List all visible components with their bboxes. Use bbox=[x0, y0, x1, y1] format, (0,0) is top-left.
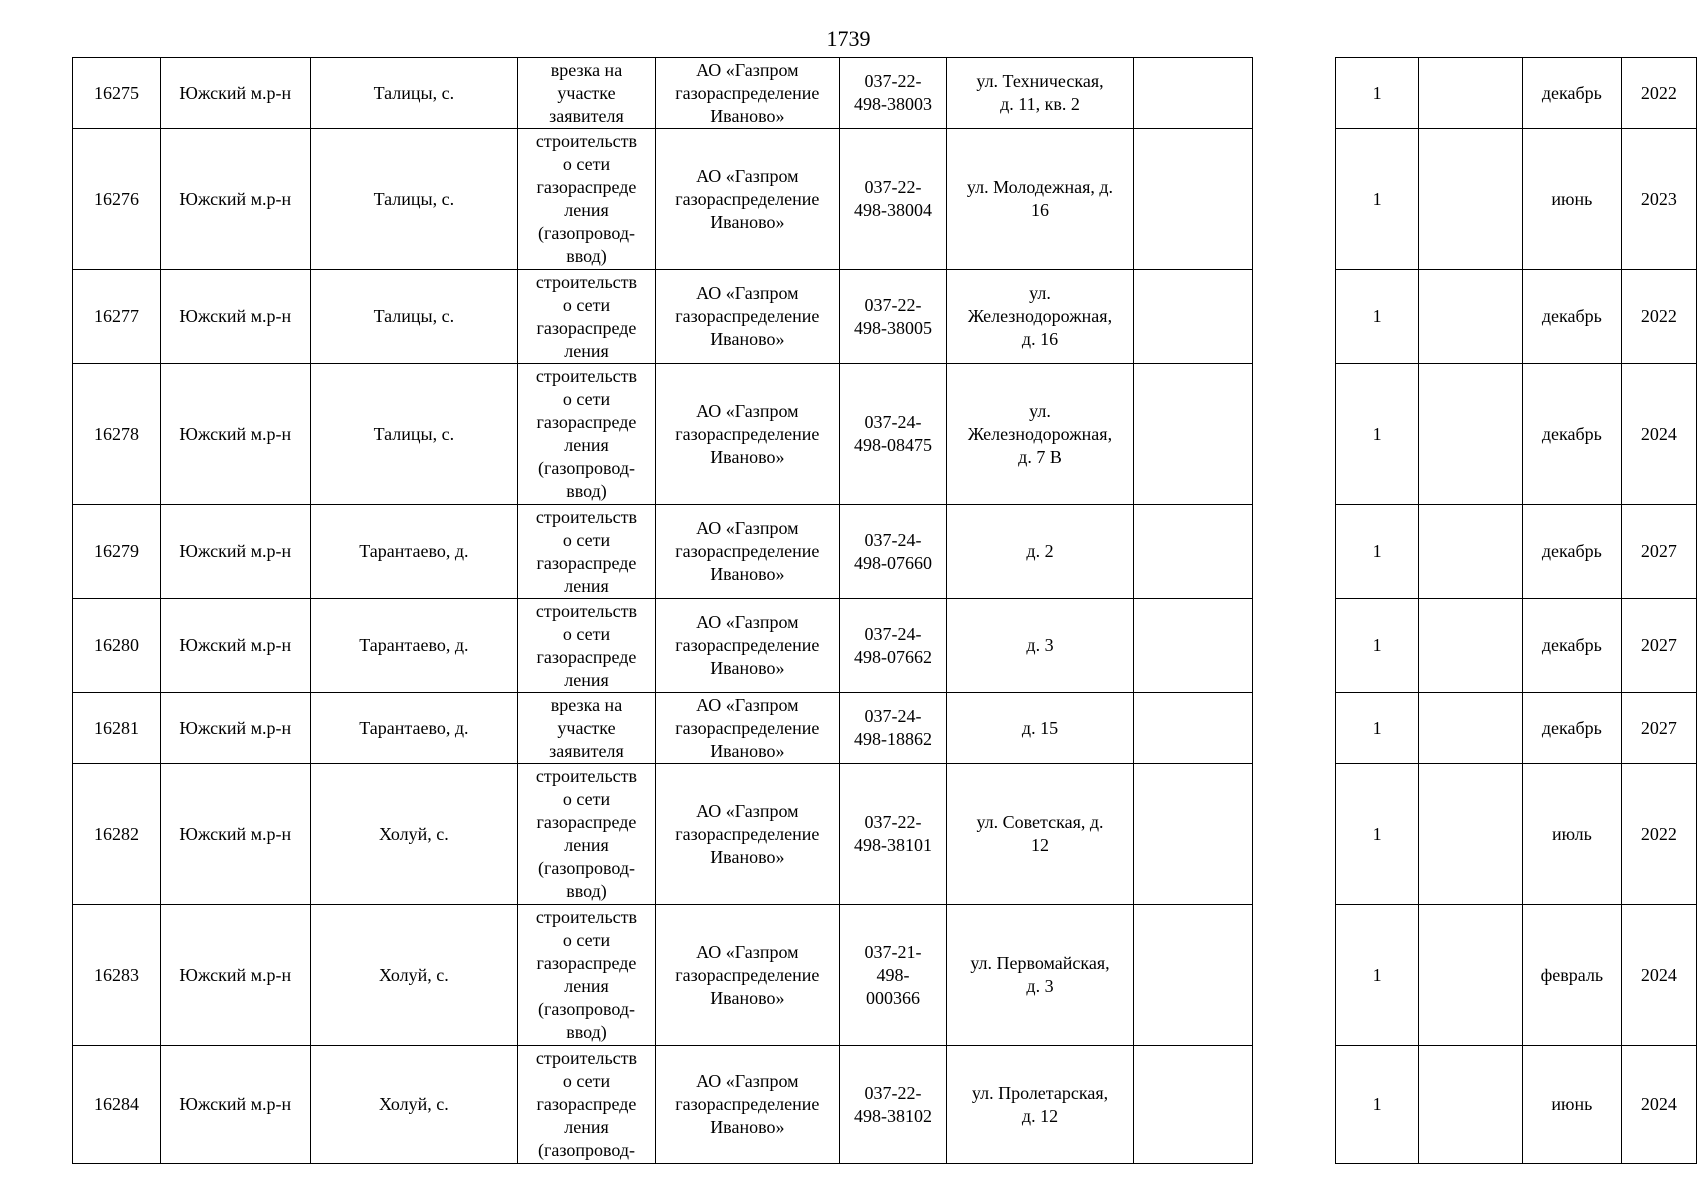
blank-cell bbox=[1419, 599, 1523, 693]
blank-cell bbox=[1419, 693, 1523, 764]
column-gap bbox=[1253, 905, 1336, 1046]
organization-cell: АО «Газпром газораспределение Иваново» bbox=[655, 764, 839, 905]
empty-cell bbox=[1133, 129, 1252, 270]
quantity-cell: 1 bbox=[1336, 905, 1419, 1046]
quantity-cell: 1 bbox=[1336, 364, 1419, 505]
month-cell: декабрь bbox=[1523, 505, 1622, 599]
table-row bbox=[73, 693, 1697, 764]
row-number-cell: 16275 bbox=[73, 58, 161, 129]
table-row bbox=[73, 1046, 1697, 1164]
empty-cell bbox=[1133, 905, 1252, 1046]
district-cell: Южский м.р-н bbox=[160, 599, 310, 693]
application-code-cell: 037-22- 498-38003 bbox=[839, 58, 946, 129]
locality-cell: Талицы, с. bbox=[310, 364, 518, 505]
table-row bbox=[73, 270, 1697, 364]
table-row bbox=[73, 764, 1697, 905]
year-cell: 2024 bbox=[1621, 364, 1696, 505]
quantity-cell: 1 bbox=[1336, 1046, 1419, 1164]
table-row bbox=[73, 505, 1697, 599]
empty-cell bbox=[1133, 270, 1252, 364]
organization-cell: АО «Газпром газораспределение Иваново» bbox=[655, 1046, 839, 1164]
application-code-cell: 037-22- 498-38101 bbox=[839, 764, 946, 905]
month-cell: июнь bbox=[1523, 1046, 1622, 1164]
work-type-cell: строительств о сети газораспреде ления (газопровод- ввод) bbox=[518, 364, 656, 505]
row-number-cell: 16284 bbox=[73, 1046, 161, 1164]
row-number-cell: 16276 bbox=[73, 129, 161, 270]
row-number-cell: 16277 bbox=[73, 270, 161, 364]
table-body bbox=[73, 58, 1697, 1164]
locality-cell: Талицы, с. bbox=[310, 58, 518, 129]
address-cell: ул. Советская, д. 12 bbox=[947, 764, 1134, 905]
row-number-cell: 16281 bbox=[73, 693, 161, 764]
table-row bbox=[73, 364, 1697, 505]
organization-cell: АО «Газпром газораспределение Иваново» bbox=[655, 599, 839, 693]
locality-cell: Талицы, с. bbox=[310, 129, 518, 270]
column-gap bbox=[1253, 764, 1336, 905]
blank-cell bbox=[1419, 364, 1523, 505]
address-cell: ул. Молодежная, д. 16 bbox=[947, 129, 1134, 270]
row-number-cell: 16279 bbox=[73, 505, 161, 599]
locality-cell: Тарантаево, д. bbox=[310, 505, 518, 599]
empty-cell bbox=[1133, 1046, 1252, 1164]
district-cell: Южский м.р-н bbox=[160, 1046, 310, 1164]
column-gap bbox=[1253, 364, 1336, 505]
month-cell: декабрь bbox=[1523, 599, 1622, 693]
month-cell: февраль bbox=[1523, 905, 1622, 1046]
registry-table bbox=[72, 57, 1697, 1164]
month-cell: декабрь bbox=[1523, 270, 1622, 364]
work-type-cell: строительств о сети газораспреде ления bbox=[518, 505, 656, 599]
locality-cell: Холуй, с. bbox=[310, 1046, 518, 1164]
month-cell: декабрь bbox=[1523, 58, 1622, 129]
quantity-cell: 1 bbox=[1336, 270, 1419, 364]
column-gap bbox=[1253, 505, 1336, 599]
year-cell: 2027 bbox=[1621, 599, 1696, 693]
address-cell: д. 15 bbox=[947, 693, 1134, 764]
year-cell: 2024 bbox=[1621, 1046, 1696, 1164]
application-code-cell: 037-22- 498-38004 bbox=[839, 129, 946, 270]
address-cell: д. 2 bbox=[947, 505, 1134, 599]
application-code-cell: 037-22- 498-38005 bbox=[839, 270, 946, 364]
empty-cell bbox=[1133, 764, 1252, 905]
year-cell: 2024 bbox=[1621, 905, 1696, 1046]
year-cell: 2027 bbox=[1621, 693, 1696, 764]
organization-cell: АО «Газпром газораспределение Иваново» bbox=[655, 270, 839, 364]
blank-cell bbox=[1419, 58, 1523, 129]
quantity-cell: 1 bbox=[1336, 693, 1419, 764]
row-number-cell: 16283 bbox=[73, 905, 161, 1046]
column-gap bbox=[1253, 129, 1336, 270]
organization-cell: АО «Газпром газораспределение Иваново» bbox=[655, 693, 839, 764]
locality-cell: Тарантаево, д. bbox=[310, 693, 518, 764]
address-cell: ул. Пролетарская, д. 12 bbox=[947, 1046, 1134, 1164]
work-type-cell: строительств о сети газораспреде ления (газопровод- ввод) bbox=[518, 764, 656, 905]
application-code-cell: 037-22- 498-38102 bbox=[839, 1046, 946, 1164]
table-row bbox=[73, 129, 1697, 270]
column-gap bbox=[1253, 270, 1336, 364]
work-type-cell: врезка на участке заявителя bbox=[518, 58, 656, 129]
organization-cell: АО «Газпром газораспределение Иваново» bbox=[655, 129, 839, 270]
month-cell: июнь bbox=[1523, 129, 1622, 270]
address-cell: ул. Первомайская, д. 3 bbox=[947, 905, 1134, 1046]
year-cell: 2022 bbox=[1621, 764, 1696, 905]
empty-cell bbox=[1133, 58, 1252, 129]
table-row bbox=[73, 599, 1697, 693]
quantity-cell: 1 bbox=[1336, 129, 1419, 270]
table-row bbox=[73, 58, 1697, 129]
row-number-cell: 16278 bbox=[73, 364, 161, 505]
blank-cell bbox=[1419, 270, 1523, 364]
blank-cell bbox=[1419, 505, 1523, 599]
quantity-cell: 1 bbox=[1336, 505, 1419, 599]
column-gap bbox=[1253, 58, 1336, 129]
month-cell: июль bbox=[1523, 764, 1622, 905]
district-cell: Южский м.р-н bbox=[160, 764, 310, 905]
empty-cell bbox=[1133, 505, 1252, 599]
locality-cell: Тарантаево, д. bbox=[310, 599, 518, 693]
empty-cell bbox=[1133, 364, 1252, 505]
empty-cell bbox=[1133, 599, 1252, 693]
month-cell: декабрь bbox=[1523, 364, 1622, 505]
blank-cell bbox=[1419, 129, 1523, 270]
table-row bbox=[73, 905, 1697, 1046]
blank-cell bbox=[1419, 1046, 1523, 1164]
organization-cell: АО «Газпром газораспределение Иваново» bbox=[655, 364, 839, 505]
address-cell: ул. Железнодорожная, д. 7 В bbox=[947, 364, 1134, 505]
quantity-cell: 1 bbox=[1336, 764, 1419, 905]
quantity-cell: 1 bbox=[1336, 58, 1419, 129]
column-gap bbox=[1253, 693, 1336, 764]
organization-cell: АО «Газпром газораспределение Иваново» bbox=[655, 58, 839, 129]
application-code-cell: 037-24- 498-07662 bbox=[839, 599, 946, 693]
organization-cell: АО «Газпром газораспределение Иваново» bbox=[655, 505, 839, 599]
district-cell: Южский м.р-н bbox=[160, 270, 310, 364]
locality-cell: Талицы, с. bbox=[310, 270, 518, 364]
empty-cell bbox=[1133, 693, 1252, 764]
application-code-cell: 037-24- 498-18862 bbox=[839, 693, 946, 764]
year-cell: 2022 bbox=[1621, 58, 1696, 129]
district-cell: Южский м.р-н bbox=[160, 58, 310, 129]
work-type-cell: строительств о сети газораспреде ления bbox=[518, 599, 656, 693]
year-cell: 2027 bbox=[1621, 505, 1696, 599]
work-type-cell: строительств о сети газораспреде ления (газопровод- ввод) bbox=[518, 129, 656, 270]
district-cell: Южский м.р-н bbox=[160, 129, 310, 270]
locality-cell: Холуй, с. bbox=[310, 764, 518, 905]
address-cell: ул. Техническая, д. 11, кв. 2 bbox=[947, 58, 1134, 129]
month-cell: декабрь bbox=[1523, 693, 1622, 764]
district-cell: Южский м.р-н bbox=[160, 505, 310, 599]
blank-cell bbox=[1419, 905, 1523, 1046]
application-code-cell: 037-24- 498-07660 bbox=[839, 505, 946, 599]
address-cell: д. 3 bbox=[947, 599, 1134, 693]
row-number-cell: 16280 bbox=[73, 599, 161, 693]
application-code-cell: 037-21- 498- 000366 bbox=[839, 905, 946, 1046]
row-number-cell: 16282 bbox=[73, 764, 161, 905]
work-type-cell: строительств о сети газораспреде ления (газопровод- ввод) bbox=[518, 905, 656, 1046]
locality-cell: Холуй, с. bbox=[310, 905, 518, 1046]
column-gap bbox=[1253, 1046, 1336, 1164]
district-cell: Южский м.р-н bbox=[160, 905, 310, 1046]
organization-cell: АО «Газпром газораспределение Иваново» bbox=[655, 905, 839, 1046]
work-type-cell: строительств о сети газораспреде ления bbox=[518, 270, 656, 364]
year-cell: 2023 bbox=[1621, 129, 1696, 270]
district-cell: Южский м.р-н bbox=[160, 364, 310, 505]
application-code-cell: 037-24- 498-08475 bbox=[839, 364, 946, 505]
work-type-cell: врезка на участке заявителя bbox=[518, 693, 656, 764]
page-number: 1739 bbox=[826, 26, 871, 51]
column-gap bbox=[1253, 599, 1336, 693]
address-cell: ул. Железнодорожная, д. 16 bbox=[947, 270, 1134, 364]
district-cell: Южский м.р-н bbox=[160, 693, 310, 764]
quantity-cell: 1 bbox=[1336, 599, 1419, 693]
blank-cell bbox=[1419, 764, 1523, 905]
work-type-cell: строительств о сети газораспреде ления (газопровод- bbox=[518, 1046, 656, 1164]
year-cell: 2022 bbox=[1621, 270, 1696, 364]
